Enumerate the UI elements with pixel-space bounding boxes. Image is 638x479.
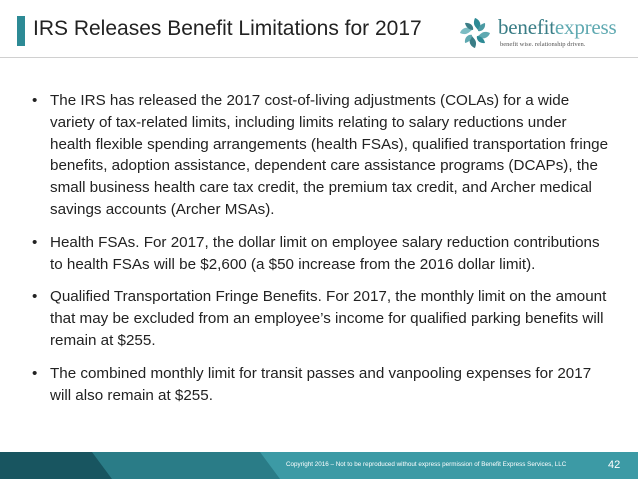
slide-title: IRS Releases Benefit Limitations for 2017 bbox=[33, 17, 422, 40]
bullet-item bbox=[30, 232, 610, 276]
header-divider bbox=[0, 57, 638, 58]
bullet-text: Health FSAs. For 2017, the dollar limit on employee salary reduction contributions to health FSAs will be $2,600 (a $50 increase from the 2016 dollar limit). bbox=[50, 233, 600, 273]
bullet-list bbox=[30, 90, 610, 417]
bullet-marker: • bbox=[32, 92, 38, 109]
bullet-item bbox=[30, 90, 610, 221]
footer-band bbox=[0, 452, 638, 479]
bullet-marker: • bbox=[32, 233, 38, 251]
logo-mark-icon bbox=[458, 16, 492, 50]
bullet-item bbox=[30, 363, 610, 407]
logo-tagline: benefit wise. relationship driven. bbox=[500, 41, 586, 48]
bullet-marker: • bbox=[32, 288, 38, 306]
benefitexpress-logo bbox=[458, 14, 628, 54]
title-accent-bar bbox=[17, 16, 25, 46]
bullet-item bbox=[30, 286, 610, 351]
page-number: 42 bbox=[608, 459, 621, 471]
bullet-text: The combined monthly limit for transit passes and vanpooling expenses for 2017 will also remain at $255. bbox=[50, 364, 592, 404]
bullet-text: Qualified Transportation Fringe Benefits. For 2017, the monthly limit on the amount that may be excluded from an employee’s income for qualified parking benefits will remain at $255. bbox=[50, 288, 607, 349]
footer-copyright: Copyright 2016 – Not to be reproduced without express permission of Benefit Express Services, LLC bbox=[286, 461, 567, 468]
bullet-marker: • bbox=[32, 364, 38, 382]
bullet-text: The IRS has released the 2017 cost-of-living adjustments (COLAs) for a wide variety of tax-related limits, including limits relating to salary reductions under health flexible spending arrangements (health FSAs), qualified transportation fringe benefits, adoption assistance, dependent care assistance programs (DCAPs), the small business health care tax credit, the premium tax credit, and Archer medical savings accounts (Archer MSAs). bbox=[50, 92, 609, 218]
logo-wordmark: benefitexpress bbox=[498, 15, 617, 39]
